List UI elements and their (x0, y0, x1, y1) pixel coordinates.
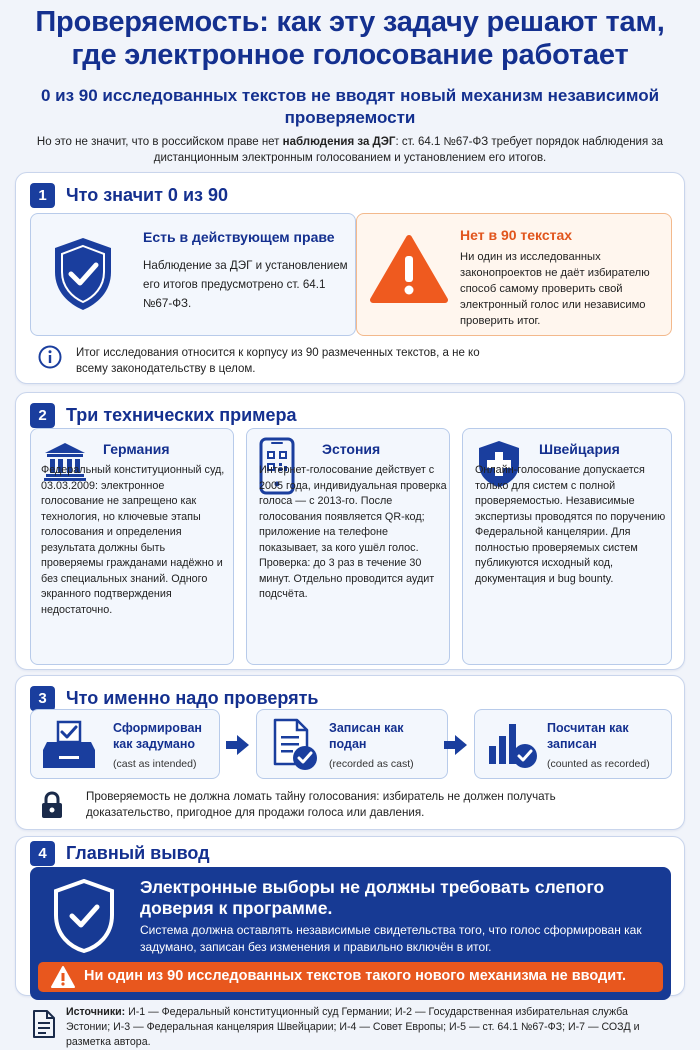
section-what-to-verify (15, 675, 685, 830)
step-cast-as-intended (30, 709, 220, 779)
shield-check-icon (51, 236, 115, 312)
step-subtitle: (counted as recorded) (547, 758, 650, 770)
step-title: Посчитан как записан (547, 721, 629, 751)
page-subtitle: 0 из 90 исследованных текстов не вводят новый механизм независимой проверяемости (40, 86, 660, 127)
card-title: Нет в 90 текстах (460, 227, 573, 243)
card-title: Есть в действующем праве (143, 229, 335, 245)
section-number: 4 (30, 841, 55, 866)
shield-check-icon (52, 879, 116, 953)
section-tech-examples (15, 392, 685, 670)
card-not-in-90-texts (356, 213, 672, 336)
section-title: Что именно надо проверять (66, 688, 319, 708)
step-title: Сформирован как задумано (113, 721, 202, 751)
document-icon (32, 1009, 56, 1039)
warning-triangle-icon (369, 234, 449, 304)
section-title: Главный вывод (66, 843, 210, 863)
alert-text: Ни один из 90 исследованных текстов такого нового механизма не вводит. (84, 968, 627, 984)
section-title: Три технических примера (66, 405, 297, 425)
section-number: 2 (30, 403, 55, 428)
conclusion-text: Система должна оставлять независимые свидетельства того, что голос сформирован как задумано, записан без изменения и правильно включён в итог. (140, 923, 642, 954)
section-number: 3 (30, 686, 55, 711)
sources: Источники: И-1 — Федеральный конституционный суд Германии; И-2 — Государственная избирательная служба Эстонии; И-3 — Федеральная канцелярия Швейцарии; И-4 — Совет Европы; И-5 — ст. 64.1 №67-ФЗ; И-7 — СОЗД и разметка автора. (66, 1006, 640, 1048)
step-subtitle: (recorded as cast) (329, 758, 414, 770)
section-what-0-of-90 (15, 172, 685, 384)
section-main-conclusion (15, 836, 685, 996)
step-recorded-as-cast (256, 709, 448, 779)
example-text: Онлайн-голосование допускается только для систем с полной проверяемостью. Независимые экспертизы проводятся по поручению Федеральной канцелярии. Для полностью проверяемых систем публикуются исходный код, документация и bug bounty. (475, 464, 666, 585)
card-existing-law (30, 213, 356, 336)
example-estonia (246, 428, 450, 665)
ballot-box-icon (41, 720, 97, 770)
card-text: Наблюдение за ДЭГ и установлением его итогов предусмотрено ст. 64.1 №67-ФЗ. (143, 259, 348, 310)
page-title: Проверяемость: как эту задачу решают там, где электронное голосование работает (35, 6, 665, 71)
lock-icon (40, 791, 64, 819)
example-title: Германия (103, 441, 170, 457)
alert-bar (38, 962, 663, 992)
example-text: Интернет-голосование действует с 2005 года, индивидуальная проверка голоса — с 2013-го. После голосования появляется QR-код; приложение на телефоне показывает, за кого ушёл голос. Проверка: до 3 раз в течение 30 минут. Отдельно проводится аудит подсчёта. (259, 464, 447, 600)
example-text: Федеральный конституционный суд, 03.03.2009: электронное голосование не запрещено как технология, но ключевые этапы голосования и определения результата должны быть проверяемы гражданами надёжно и без специальных знаний. Одного экранного подтверждения недостаточно. (41, 464, 225, 616)
step-title: Записан как подан (329, 721, 404, 751)
example-switzerland (462, 428, 672, 665)
section-number: 1 (30, 183, 55, 208)
section-note: Проверяемость не должна ломать тайну голосования: избиратель не должен получать доказательство, пригодное для продажи голоса или давления. (86, 790, 556, 819)
card-text: Ни один из исследованных законопроектов не даёт избирателю способ самому проверить свой электронный голос или независимо проверить итог. (460, 251, 650, 327)
section-title: Что значит 0 из 90 (66, 185, 228, 205)
step-subtitle: (cast as intended) (113, 758, 197, 770)
info-icon (38, 345, 62, 369)
arrow-right-icon (442, 734, 468, 756)
intro-text: Но это не значит, что в российском праве нет наблюдения за ДЭГ: ст. 64.1 №67-ФЗ требует порядок наблюдения за дистанционным электронным голосованием и установлением его итогов. (36, 136, 664, 164)
example-germany (30, 428, 234, 665)
example-title: Швейцария (539, 441, 620, 457)
warning-triangle-icon (50, 965, 76, 989)
section-note: Итог исследования относится к корпусу из 90 размеченных текстов, а не ко всему законодательству в целом. (76, 347, 480, 375)
conclusion-banner (30, 867, 671, 1000)
example-title: Эстония (322, 441, 381, 457)
conclusion-headline: Электронные выборы не должны требовать слепого доверия к программе. (140, 877, 605, 918)
document-check-icon (271, 718, 319, 772)
bar-chart-check-icon (487, 720, 539, 770)
step-counted-as-recorded (474, 709, 672, 779)
arrow-right-icon (224, 734, 250, 756)
